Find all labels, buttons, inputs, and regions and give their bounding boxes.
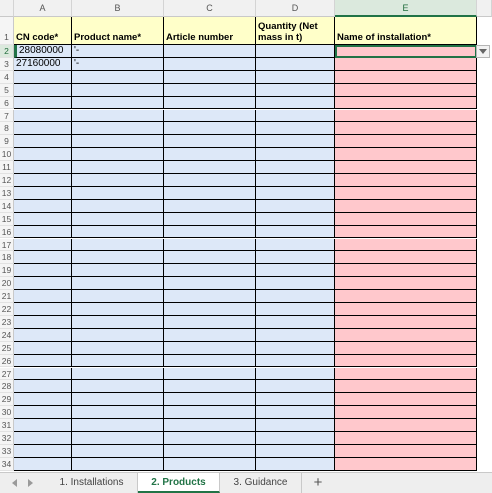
tab-guidance[interactable]: 3. Guidance xyxy=(220,473,302,493)
cell-product-name[interactable] xyxy=(72,277,164,290)
cell-article-number[interactable] xyxy=(164,355,256,368)
cell-quantity[interactable] xyxy=(256,148,335,161)
row-header-20[interactable]: 20 xyxy=(0,277,14,290)
cell-product-name[interactable] xyxy=(72,445,164,458)
cell-installation[interactable] xyxy=(335,71,477,84)
row-header-16[interactable]: 16 xyxy=(0,226,14,239)
tab-products[interactable]: 2. Products xyxy=(138,473,220,493)
cell-installation[interactable] xyxy=(335,290,477,303)
cell-cn-code[interactable] xyxy=(14,239,72,252)
cell-quantity[interactable] xyxy=(256,226,335,239)
cell-cn-code[interactable] xyxy=(14,161,72,174)
cell-article-number[interactable] xyxy=(164,303,256,316)
cell-article-number[interactable] xyxy=(164,187,256,200)
cell-product-name[interactable] xyxy=(72,393,164,406)
cell-article-number[interactable] xyxy=(164,135,256,148)
cell-installation[interactable] xyxy=(335,445,477,458)
cell-installation[interactable] xyxy=(335,239,477,252)
cell-quantity[interactable] xyxy=(256,200,335,213)
cell-product-name[interactable] xyxy=(72,406,164,419)
cell-article-number[interactable] xyxy=(164,84,256,97)
row-header-26[interactable]: 26 xyxy=(0,355,14,368)
cell-product-name[interactable] xyxy=(72,368,164,381)
cell-installation[interactable] xyxy=(335,458,477,471)
header-cell-product-name[interactable]: Product name* xyxy=(72,17,164,45)
cell-installation[interactable] xyxy=(335,380,477,393)
cell-product-name[interactable] xyxy=(72,380,164,393)
cell-installation[interactable] xyxy=(335,316,477,329)
cell-installation[interactable] xyxy=(335,432,477,445)
cell-cn-code[interactable] xyxy=(14,290,72,303)
dropdown-arrow-icon[interactable] xyxy=(476,45,490,58)
cell-quantity[interactable] xyxy=(256,393,335,406)
cell-installation[interactable] xyxy=(335,303,477,316)
cell-cn-code[interactable] xyxy=(14,329,72,342)
row-header-5[interactable]: 5 xyxy=(0,84,14,97)
row-header-21[interactable]: 21 xyxy=(0,290,14,303)
row-header-15[interactable]: 15 xyxy=(0,213,14,226)
row-header-30[interactable]: 30 xyxy=(0,406,14,419)
row-header-34[interactable]: 34 xyxy=(0,458,14,471)
row-header-19[interactable]: 19 xyxy=(0,264,14,277)
cell-quantity[interactable] xyxy=(256,71,335,84)
cell-cn-code[interactable] xyxy=(14,122,72,135)
cell-cn-code[interactable] xyxy=(14,174,72,187)
column-header-d[interactable]: D xyxy=(256,0,335,17)
cell-product-name[interactable] xyxy=(72,84,164,97)
cell-product-name[interactable] xyxy=(72,251,164,264)
column-header-b[interactable]: B xyxy=(72,0,164,17)
next-sheet-icon[interactable] xyxy=(24,477,36,489)
select-all-corner[interactable] xyxy=(0,0,14,17)
cell-cn-code[interactable] xyxy=(14,135,72,148)
cell-article-number[interactable] xyxy=(164,316,256,329)
cell-quantity[interactable] xyxy=(256,110,335,123)
cell-article-number[interactable] xyxy=(164,45,256,58)
cell-quantity[interactable] xyxy=(256,251,335,264)
sheet-tab-bar xyxy=(0,472,492,493)
cell-installation[interactable] xyxy=(335,368,477,381)
cell-cn-code[interactable] xyxy=(14,368,72,381)
cell-cn-code[interactable] xyxy=(14,277,72,290)
cell-article-number[interactable] xyxy=(164,110,256,123)
row-header-22[interactable]: 22 xyxy=(0,303,14,316)
cell-article-number[interactable] xyxy=(164,161,256,174)
cell-cn-code[interactable] xyxy=(14,200,72,213)
cell-product-name[interactable] xyxy=(72,122,164,135)
cell-cn-code[interactable] xyxy=(14,303,72,316)
row-header-7[interactable]: 7 xyxy=(0,110,14,123)
cell-installation[interactable] xyxy=(335,110,477,123)
cell-quantity[interactable] xyxy=(256,419,335,432)
cell-product-name[interactable]: '- xyxy=(72,58,164,71)
cell-installation[interactable] xyxy=(335,122,477,135)
cell-article-number[interactable] xyxy=(164,445,256,458)
cell-installation[interactable] xyxy=(335,264,477,277)
cell-cn-code[interactable] xyxy=(14,432,72,445)
row-header-8[interactable]: 8 xyxy=(0,122,14,135)
cell-article-number[interactable] xyxy=(164,342,256,355)
cell-installation[interactable] xyxy=(335,58,477,71)
row-header-14[interactable]: 14 xyxy=(0,200,14,213)
cell-product-name[interactable] xyxy=(72,264,164,277)
row-header-28[interactable]: 28 xyxy=(0,380,14,393)
cell-installation[interactable] xyxy=(335,45,477,58)
cell-article-number[interactable] xyxy=(164,122,256,135)
cell-article-number[interactable] xyxy=(164,329,256,342)
header-cell-installation[interactable]: Name of installation* xyxy=(335,17,477,45)
cell-product-name[interactable]: '- xyxy=(72,45,164,58)
add-sheet-button[interactable]: + xyxy=(313,474,323,491)
row-header-13[interactable]: 13 xyxy=(0,187,14,200)
cell-cn-code[interactable] xyxy=(14,445,72,458)
cell-product-name[interactable] xyxy=(72,432,164,445)
cell-installation[interactable] xyxy=(335,174,477,187)
cell-product-name[interactable] xyxy=(72,110,164,123)
cell-product-name[interactable] xyxy=(72,290,164,303)
row-header-23[interactable]: 23 xyxy=(0,316,14,329)
cell-cn-code[interactable] xyxy=(14,97,72,110)
cell-quantity[interactable] xyxy=(256,45,335,58)
column-header-f[interactable] xyxy=(477,0,492,17)
cell-quantity[interactable] xyxy=(256,368,335,381)
cell-product-name[interactable] xyxy=(72,303,164,316)
cell-article-number[interactable] xyxy=(164,239,256,252)
cell-article-number[interactable] xyxy=(164,200,256,213)
cell-cn-code[interactable] xyxy=(14,71,72,84)
cell-product-name[interactable] xyxy=(72,342,164,355)
cell-article-number[interactable] xyxy=(164,226,256,239)
cell-product-name[interactable] xyxy=(72,187,164,200)
cell-installation[interactable] xyxy=(335,342,477,355)
cell-cn-code[interactable] xyxy=(14,110,72,123)
cell-product-name[interactable] xyxy=(72,71,164,84)
cell-quantity[interactable] xyxy=(256,432,335,445)
cell-article-number[interactable] xyxy=(164,432,256,445)
row-header-3[interactable]: 3 xyxy=(0,58,14,71)
cell-quantity[interactable] xyxy=(256,329,335,342)
cell-article-number[interactable] xyxy=(164,458,256,471)
row-header-17[interactable]: 17 xyxy=(0,239,14,252)
row-header-25[interactable]: 25 xyxy=(0,342,14,355)
row-header-29[interactable]: 29 xyxy=(0,393,14,406)
cell-installation[interactable] xyxy=(335,213,477,226)
cell-installation[interactable] xyxy=(335,161,477,174)
cell-article-number[interactable] xyxy=(164,213,256,226)
cell-installation[interactable] xyxy=(335,84,477,97)
cell-quantity[interactable] xyxy=(256,58,335,71)
cell-cn-code[interactable] xyxy=(14,406,72,419)
cell-quantity[interactable] xyxy=(256,84,335,97)
cell-cn-code[interactable] xyxy=(14,393,72,406)
cell-quantity[interactable] xyxy=(256,264,335,277)
row-header-31[interactable]: 31 xyxy=(0,419,14,432)
row-header-1[interactable]: 1 xyxy=(0,17,14,45)
cell-installation[interactable] xyxy=(335,200,477,213)
header-cell-quantity[interactable]: Quantity (Net mass in t) xyxy=(256,17,335,45)
cell-product-name[interactable] xyxy=(72,174,164,187)
cell-cn-code[interactable] xyxy=(14,213,72,226)
column-header-e[interactable]: E xyxy=(335,0,477,17)
cell-cn-code[interactable] xyxy=(14,458,72,471)
cell-installation[interactable] xyxy=(335,97,477,110)
cell-cn-code[interactable] xyxy=(14,419,72,432)
cell-product-name[interactable] xyxy=(72,239,164,252)
cell-quantity[interactable] xyxy=(256,161,335,174)
cell-quantity[interactable] xyxy=(256,187,335,200)
row-header-33[interactable]: 33 xyxy=(0,445,14,458)
column-header-a[interactable]: A xyxy=(14,0,72,17)
row-header-2[interactable]: 2 xyxy=(0,45,14,58)
cell-product-name[interactable] xyxy=(72,148,164,161)
cell-article-number[interactable] xyxy=(164,380,256,393)
row-header-27[interactable]: 27 xyxy=(0,368,14,381)
row-header-9[interactable]: 9 xyxy=(0,135,14,148)
cell-installation[interactable] xyxy=(335,419,477,432)
cell-article-number[interactable] xyxy=(164,251,256,264)
previous-sheet-icon[interactable] xyxy=(8,477,20,489)
cell-quantity[interactable] xyxy=(256,277,335,290)
cell-quantity[interactable] xyxy=(256,174,335,187)
cell-product-name[interactable] xyxy=(72,355,164,368)
row-header-12[interactable]: 12 xyxy=(0,174,14,187)
header-cell-cn-code[interactable]: CN code* xyxy=(14,17,72,45)
cell-quantity[interactable] xyxy=(256,380,335,393)
cell-installation[interactable] xyxy=(335,251,477,264)
cell-quantity[interactable] xyxy=(256,97,335,110)
cell-quantity[interactable] xyxy=(256,406,335,419)
cell-article-number[interactable] xyxy=(164,277,256,290)
row-header-10[interactable]: 10 xyxy=(0,148,14,161)
cell-installation[interactable] xyxy=(335,355,477,368)
column-header-c[interactable]: C xyxy=(164,0,256,17)
cell-installation[interactable] xyxy=(335,187,477,200)
cell-article-number[interactable] xyxy=(164,419,256,432)
row-header-18[interactable]: 18 xyxy=(0,251,14,264)
cell-installation[interactable] xyxy=(335,277,477,290)
cell-installation[interactable] xyxy=(335,406,477,419)
cell-cn-code[interactable] xyxy=(14,226,72,239)
cell-article-number[interactable] xyxy=(164,174,256,187)
cell-installation[interactable] xyxy=(335,148,477,161)
cell-product-name[interactable] xyxy=(72,226,164,239)
row-header-4[interactable]: 4 xyxy=(0,71,14,84)
row-header-32[interactable]: 32 xyxy=(0,432,14,445)
cell-quantity[interactable] xyxy=(256,135,335,148)
cell-quantity[interactable] xyxy=(256,122,335,135)
cell-cn-code[interactable] xyxy=(14,380,72,393)
cell-quantity[interactable] xyxy=(256,355,335,368)
cell-article-number[interactable] xyxy=(164,290,256,303)
cell-quantity[interactable] xyxy=(256,445,335,458)
cell-product-name[interactable] xyxy=(72,97,164,110)
cell-article-number[interactable] xyxy=(164,264,256,277)
row-header-24[interactable]: 24 xyxy=(0,329,14,342)
cell-cn-code[interactable] xyxy=(14,264,72,277)
cell-product-name[interactable] xyxy=(72,161,164,174)
cell-article-number[interactable] xyxy=(164,58,256,71)
cell-cn-code[interactable] xyxy=(14,355,72,368)
cell-cn-code[interactable] xyxy=(14,187,72,200)
cell-product-name[interactable] xyxy=(72,329,164,342)
cell-cn-code[interactable] xyxy=(14,342,72,355)
cell-product-name[interactable] xyxy=(72,135,164,148)
cell-quantity[interactable] xyxy=(256,316,335,329)
cell-quantity[interactable] xyxy=(256,342,335,355)
cell-article-number[interactable] xyxy=(164,368,256,381)
cell-quantity[interactable] xyxy=(256,239,335,252)
cell-cn-code[interactable] xyxy=(14,251,72,264)
cell-cn-code[interactable]: 28080000 xyxy=(14,45,72,58)
cell-quantity[interactable] xyxy=(256,458,335,471)
cell-article-number[interactable] xyxy=(164,71,256,84)
cell-quantity[interactable] xyxy=(256,290,335,303)
cell-quantity[interactable] xyxy=(256,213,335,226)
header-cell-article-number[interactable]: Article number xyxy=(164,17,256,45)
cell-installation[interactable] xyxy=(335,135,477,148)
cell-product-name[interactable] xyxy=(72,200,164,213)
cell-product-name[interactable] xyxy=(72,213,164,226)
cell-cn-code[interactable]: 27160000 xyxy=(14,58,72,71)
cell-installation[interactable] xyxy=(335,393,477,406)
tab-installations[interactable]: 1. Installations xyxy=(46,473,138,493)
row-header-6[interactable]: 6 xyxy=(0,97,14,110)
cell-article-number[interactable] xyxy=(164,148,256,161)
row-header-11[interactable]: 11 xyxy=(0,161,14,174)
cell-cn-code[interactable] xyxy=(14,84,72,97)
cell-product-name[interactable] xyxy=(72,419,164,432)
cell-installation[interactable] xyxy=(335,226,477,239)
cell-product-name[interactable] xyxy=(72,316,164,329)
cell-cn-code[interactable] xyxy=(14,316,72,329)
cell-cn-code[interactable] xyxy=(14,148,72,161)
cell-product-name[interactable] xyxy=(72,458,164,471)
cell-quantity[interactable] xyxy=(256,303,335,316)
cell-article-number[interactable] xyxy=(164,97,256,110)
cell-installation[interactable] xyxy=(335,329,477,342)
cell-article-number[interactable] xyxy=(164,393,256,406)
cell-article-number[interactable] xyxy=(164,406,256,419)
